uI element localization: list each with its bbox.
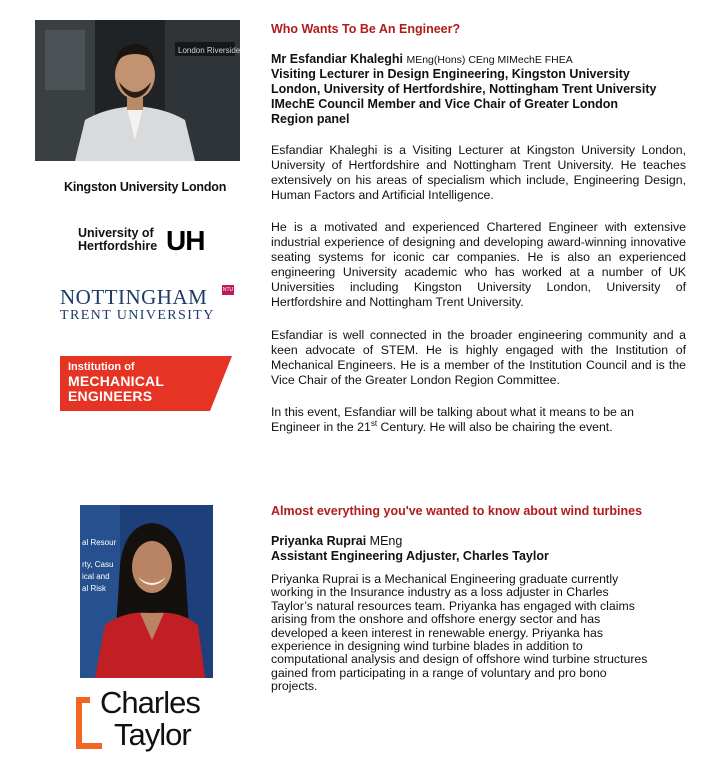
speaker1-credentials: MEng(Hons) CEng MIMechE FHEA <box>406 54 573 66</box>
ntu-line1: NOTTINGHAM <box>60 285 208 309</box>
speaker1-talk-title: Who Wants To Be An Engineer? <box>271 22 461 36</box>
speaker1-role <box>271 67 691 127</box>
speaker1-photo <box>35 20 240 161</box>
hertfordshire-logo <box>78 226 218 256</box>
kingston-university-logo <box>64 180 226 194</box>
speaker2-talk-title: Almost everything you've wanted to know about wind turbines <box>271 504 643 518</box>
speaker2-bio-line: developed a keen interest in renewable energy. Priyanka has <box>271 625 603 640</box>
imeche-line2: MECHANICAL <box>68 373 165 389</box>
speaker2-bio-line: computational analysis and design of offshore wind turbine structures <box>271 652 648 667</box>
speaker2-bio-line: projects. <box>271 679 318 694</box>
speaker2-bio-line: working in the Insurance industry as a loss adjuster in Charles <box>271 585 609 600</box>
speaker2-name-line <box>271 534 402 548</box>
speaker1-bio-paragraph-3: Esfandiar is well connected in the broader engineering community and a keen advocate of STEM. He is highly engaged with the Institution of Mechanical Engineers. He is a member of the Institution Council and is the Vice Chair of the Greater London Region Committee. <box>271 328 686 387</box>
speaker1-name-line <box>271 52 573 66</box>
kingston-logo-text: Kingston University London <box>64 180 227 194</box>
ntu-line2: TRENT UNIVERSITY <box>60 308 215 323</box>
imeche-line1: Institution of <box>68 361 135 373</box>
speaker2-name: Priyanka Ruprai <box>271 534 367 548</box>
herts-line1: University of <box>78 226 154 240</box>
speaker1-role-line: Visiting Lecturer in Design Engineering, Kingston University <box>271 67 630 81</box>
imeche-logo <box>60 356 232 411</box>
herts-uh-mark: UH <box>166 225 205 256</box>
speaker2-credentials: MEng <box>369 534 403 548</box>
speaker2-bio-line: Taylor’s natural resources team. Priyanka has engaged with claims <box>271 598 635 613</box>
imeche-line3: ENGINEERS <box>68 388 153 404</box>
speaker1-role-line: London, University of Hertfordshire, Nottingham Trent University <box>271 82 657 96</box>
speaker2-photo-sign-1: al Resour <box>82 538 117 547</box>
speaker1-bio-paragraph-2: He is a motivated and experienced Chartered Engineer with extensive industrial experience of designing and developing award-winning innovative seating systems for iconic car companies. He is also an experienced engineering University academic who has worked at a number of UK Universities including Kingston University London, University of Hertfordshire and Nottingham Trent University. <box>271 220 686 309</box>
speaker1-role-line: Region panel <box>271 112 350 126</box>
speaker1-closing-paragraph <box>271 405 686 435</box>
speaker1-bio-paragraph-1: Esfandiar Khaleghi is a Visiting Lecturer at Kingston University London, University of Hertfordshire and Nottingham Trent University. He teaches extensively on his areas of specialism which include, Engineering Design, Human Factors and Artificial Intelligence. <box>271 143 686 202</box>
speaker2-photo-sign-2: rty, Casu <box>82 560 114 569</box>
speaker2-bio-line: arising from the onshore and offshore energy sector and has <box>271 612 601 627</box>
herts-line2: Hertfordshire <box>78 239 158 253</box>
speaker1-closing-text-a: In this event, Esfandiar will be talking about what it means to be an Engineer in the 21 <box>271 405 634 434</box>
photo-sign-text: London Riverside <box>178 46 240 55</box>
ntu-logo <box>60 285 235 327</box>
charles-taylor-line1: Charles <box>100 685 200 720</box>
speaker2-bio-line: experience in designing wind turbine blades in addition to <box>271 639 583 654</box>
ntu-badge: NTU <box>222 287 234 293</box>
speaker2-photo <box>80 505 213 678</box>
speaker1-role-line: IMechE Council Member and Vice Chair of Greater London <box>271 97 619 111</box>
speaker2-photo-sign-4: al Risk <box>82 584 107 593</box>
charles-taylor-line2: Taylor <box>114 717 191 752</box>
speaker1-closing-sup: st <box>370 418 378 428</box>
charles-taylor-logo <box>76 685 221 757</box>
speaker2-bio-line: Priyanka Ruprai is a Mechanical Engineering graduate currently <box>271 572 619 586</box>
speaker1-name: Mr Esfandiar Khaleghi <box>271 52 403 66</box>
speaker2-role: Assistant Engineering Adjuster, Charles Taylor <box>271 549 549 563</box>
speaker2-photo-sign-3: ical and <box>82 572 110 581</box>
speaker2-bio-line: gained from participating in a range of voluntary and pro bono <box>271 665 607 680</box>
speaker2-bio-paragraph <box>271 573 701 694</box>
speaker1-closing-text-b: Century. He will also be chairing the event. <box>377 420 613 434</box>
